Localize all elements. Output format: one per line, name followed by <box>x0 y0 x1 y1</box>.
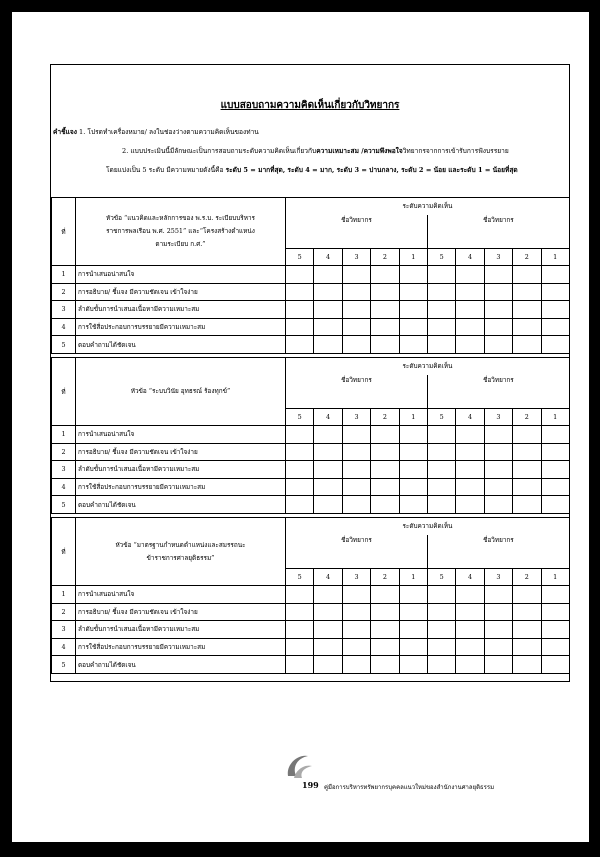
rating-cell[interactable] <box>399 426 427 444</box>
item-text: การอธิบาย/ ชี้แจง มีความชัดเจน เข้าใจง่าย <box>76 443 286 461</box>
rating-cell[interactable] <box>541 638 569 656</box>
rating-cell[interactable] <box>427 461 455 479</box>
scale-header: 1 <box>399 569 427 586</box>
rating-cell[interactable] <box>541 301 569 319</box>
instruction-line-3a: โดยแบ่งเป็น 5 ระดับ มีความหมายดังนี้คือ <box>106 166 226 174</box>
table-row <box>52 336 570 354</box>
rating-cell[interactable] <box>314 336 342 354</box>
watermark: [1276x1789] https://upic.me/ <box>399 828 585 841</box>
rating-cell[interactable] <box>371 283 399 301</box>
table-row <box>52 603 570 621</box>
rating-cell[interactable] <box>427 336 455 354</box>
rating-cell[interactable] <box>513 266 541 284</box>
rating-cell[interactable] <box>399 496 427 514</box>
rating-cell[interactable] <box>484 443 512 461</box>
instructions <box>53 123 567 180</box>
item-text: ลำดับขั้นการนำเสนอเนื้อหามีความเหมาะสม <box>76 621 286 639</box>
scale-header: 3 <box>342 249 370 266</box>
table-row <box>52 586 570 604</box>
rating-cell[interactable] <box>286 478 314 496</box>
rating-cell[interactable] <box>541 478 569 496</box>
rating-cell[interactable] <box>513 318 541 336</box>
table-row <box>52 318 570 336</box>
speaker-name-header: ชื่อวิทยากร <box>286 535 428 569</box>
page-number: 199 <box>302 780 319 790</box>
rating-cell[interactable] <box>342 638 370 656</box>
table-row <box>52 283 570 301</box>
rating-cell[interactable] <box>427 266 455 284</box>
rating-cell[interactable] <box>513 586 541 604</box>
rating-cell[interactable] <box>513 638 541 656</box>
rating-cell[interactable] <box>456 426 484 444</box>
rating-cell[interactable] <box>342 461 370 479</box>
speaker-name-header: ชื่อวิทยากร <box>286 375 428 409</box>
instruction-line-1: 1. โปรดทำเครื่องหมาย/ ลงในช่องว่างตามความคิดเห็นของท่าน <box>79 128 259 136</box>
item-text: การนำเสนอน่าสนใจ <box>76 426 286 444</box>
rating-cell[interactable] <box>314 586 342 604</box>
opinion-level-header: ระดับความคิดเห็น <box>286 358 570 375</box>
col-header-no: ที่ <box>52 518 76 586</box>
rating-cell[interactable] <box>484 603 512 621</box>
item-number: 5 <box>52 336 76 354</box>
item-text: การอธิบาย/ ชี้แจง มีความชัดเจน เข้าใจง่าย <box>76 603 286 621</box>
rating-cell[interactable] <box>541 336 569 354</box>
item-number: 4 <box>52 478 76 496</box>
rating-cell[interactable] <box>427 656 455 674</box>
scale-header: 5 <box>427 569 455 586</box>
rating-cell[interactable] <box>342 426 370 444</box>
rating-cell[interactable] <box>342 478 370 496</box>
scale-header: 3 <box>484 569 512 586</box>
rating-cell[interactable] <box>286 318 314 336</box>
rating-cell[interactable] <box>456 603 484 621</box>
instructions-label: คำชี้แจง <box>53 128 77 136</box>
item-number: 2 <box>52 603 76 621</box>
item-number: 3 <box>52 621 76 639</box>
rating-cell[interactable] <box>314 318 342 336</box>
rating-cell[interactable] <box>371 496 399 514</box>
rating-cell[interactable] <box>399 621 427 639</box>
table-row <box>52 638 570 656</box>
rating-cell[interactable] <box>314 638 342 656</box>
item-text: การนำเสนอน่าสนใจ <box>76 586 286 604</box>
item-text: ตอบคำถามได้ชัดเจน <box>76 336 286 354</box>
rating-cell[interactable] <box>342 443 370 461</box>
scale-header: 2 <box>513 569 541 586</box>
rating-cell[interactable] <box>286 461 314 479</box>
topic-line: ข้าราชการศาลยุติธรรม” <box>146 553 215 562</box>
rating-cell[interactable] <box>456 586 484 604</box>
rating-cell[interactable] <box>371 318 399 336</box>
rating-cell[interactable] <box>456 461 484 479</box>
item-text: ลำดับขั้นการนำเสนอเนื้อหามีความเหมาะสม <box>76 461 286 479</box>
rating-cell[interactable] <box>456 336 484 354</box>
instruction-line-2a: 2. แบบประเมินนี้มีลักษณะเป็นการสอบถามระดับความคิดเห็นเกี่ยวกับ <box>122 147 317 155</box>
rating-cell[interactable] <box>484 283 512 301</box>
rating-cell[interactable] <box>456 638 484 656</box>
rating-cell[interactable] <box>314 656 342 674</box>
item-number: 2 <box>52 443 76 461</box>
scale-header: 4 <box>314 249 342 266</box>
rating-cell[interactable] <box>399 301 427 319</box>
scale-header: 2 <box>513 409 541 426</box>
rating-cell[interactable] <box>314 461 342 479</box>
rating-cell[interactable] <box>399 443 427 461</box>
rating-cell[interactable] <box>456 318 484 336</box>
rating-cell[interactable] <box>513 478 541 496</box>
rating-cell[interactable] <box>342 336 370 354</box>
rating-cell[interactable] <box>513 336 541 354</box>
item-number: 3 <box>52 301 76 319</box>
item-text: การอธิบาย/ ชี้แจง มีความชัดเจน เข้าใจง่าย <box>76 283 286 301</box>
rating-cell[interactable] <box>541 461 569 479</box>
scale-header: 4 <box>314 569 342 586</box>
rating-cell[interactable] <box>513 621 541 639</box>
rating-cell[interactable] <box>342 586 370 604</box>
rating-cell[interactable] <box>484 638 512 656</box>
table-row <box>52 426 570 444</box>
rating-cell[interactable] <box>484 336 512 354</box>
rating-cell[interactable] <box>399 461 427 479</box>
scale-header: 2 <box>371 409 399 426</box>
rating-cell[interactable] <box>513 603 541 621</box>
rating-cell[interactable] <box>513 496 541 514</box>
rating-cell[interactable] <box>342 318 370 336</box>
item-number: 4 <box>52 318 76 336</box>
rating-cell[interactable] <box>286 603 314 621</box>
rating-cell[interactable] <box>286 496 314 514</box>
rating-cell[interactable] <box>399 586 427 604</box>
table-row <box>52 301 570 319</box>
rating-cell[interactable] <box>342 656 370 674</box>
rating-cell[interactable] <box>484 266 512 284</box>
rating-cell[interactable] <box>371 336 399 354</box>
rating-cell[interactable] <box>456 656 484 674</box>
rating-cell[interactable] <box>513 301 541 319</box>
rating-cell[interactable] <box>342 266 370 284</box>
rating-cell[interactable] <box>314 266 342 284</box>
rating-cell[interactable] <box>399 638 427 656</box>
rating-cell[interactable] <box>484 461 512 479</box>
rating-cell[interactable] <box>456 621 484 639</box>
rating-cell[interactable] <box>456 478 484 496</box>
logo-swirl-icon <box>284 750 314 780</box>
rating-table <box>51 517 570 674</box>
rating-cell[interactable] <box>427 586 455 604</box>
instruction-line-2c: วิทยากรจากการเข้ารับการฟังบรรยาย <box>402 147 509 155</box>
rating-cell[interactable] <box>427 426 455 444</box>
section-topic <box>76 518 286 586</box>
rating-cell[interactable] <box>427 283 455 301</box>
item-text: การใช้สื่อประกอบการบรรยายมีความเหมาะสม <box>76 478 286 496</box>
item-text: การนำเสนอน่าสนใจ <box>76 266 286 284</box>
instruction-line-3b: ระดับ 5 = มากที่สุด, ระดับ 4 = มาก, ระดับ 3 = ปานกลาง, ระดับ 2 = น้อย และระดับ 1 = น้อยที่สุด <box>225 166 518 174</box>
rating-cell[interactable] <box>427 443 455 461</box>
rating-cell[interactable] <box>314 621 342 639</box>
rating-cell[interactable] <box>484 496 512 514</box>
table-row <box>52 656 570 674</box>
rating-cell[interactable] <box>371 461 399 479</box>
rating-cell[interactable] <box>541 318 569 336</box>
rating-cell[interactable] <box>314 603 342 621</box>
item-text: ลำดับขั้นการนำเสนอเนื้อหามีความเหมาะสม <box>76 301 286 319</box>
item-text: การใช้สื่อประกอบการบรรยายมีความเหมาะสม <box>76 318 286 336</box>
table-row <box>52 266 570 284</box>
document-page <box>12 12 589 842</box>
rating-cell[interactable] <box>371 586 399 604</box>
rating-cell[interactable] <box>484 586 512 604</box>
rating-cell[interactable] <box>371 478 399 496</box>
rating-cell[interactable] <box>541 621 569 639</box>
topic-line: หัวข้อ “มาตรฐานกำหนดตำแหน่งและสมรรถนะ <box>115 540 246 549</box>
rating-cell[interactable] <box>456 283 484 301</box>
scale-header: 1 <box>541 569 569 586</box>
rating-cell[interactable] <box>513 656 541 674</box>
scale-header: 1 <box>541 409 569 426</box>
rating-cell[interactable] <box>484 301 512 319</box>
scale-header: 4 <box>456 409 484 426</box>
item-text: ตอบคำถามได้ชัดเจน <box>76 656 286 674</box>
rating-cell[interactable] <box>399 266 427 284</box>
rating-cell[interactable] <box>541 283 569 301</box>
scale-header: 3 <box>484 409 512 426</box>
rating-cell[interactable] <box>427 478 455 496</box>
col-header-no: ที่ <box>52 198 76 266</box>
scale-header: 1 <box>399 249 427 266</box>
opinion-level-header: ระดับความคิดเห็น <box>286 518 570 535</box>
rating-cell[interactable] <box>286 426 314 444</box>
rating-cell[interactable] <box>513 461 541 479</box>
speaker-name-header: ชื่อวิทยากร <box>286 215 428 249</box>
opinion-level-header: ระดับความคิดเห็น <box>286 198 570 215</box>
rating-cell[interactable] <box>342 621 370 639</box>
rating-cell[interactable] <box>399 603 427 621</box>
rating-cell[interactable] <box>456 266 484 284</box>
topic-line: หัวข้อ “แนวคิดและหลักการของ พ.ร.บ. ระเบียบบริหาร <box>106 214 255 222</box>
rating-cell[interactable] <box>456 443 484 461</box>
survey-form <box>50 64 570 682</box>
rating-cell[interactable] <box>371 638 399 656</box>
rating-cell[interactable] <box>314 301 342 319</box>
rating-cell[interactable] <box>342 603 370 621</box>
rating-cell[interactable] <box>513 443 541 461</box>
rating-cell[interactable] <box>371 621 399 639</box>
scale-header: 5 <box>286 249 314 266</box>
rating-cell[interactable] <box>513 426 541 444</box>
scale-header: 1 <box>541 249 569 266</box>
item-number: 2 <box>52 283 76 301</box>
table-row <box>52 621 570 639</box>
rating-cell[interactable] <box>371 301 399 319</box>
rating-cell[interactable] <box>371 266 399 284</box>
form-title: แบบสอบถามความคิดเห็นเกี่ยวกับวิทยากร <box>220 100 400 111</box>
topic-line: หัวข้อ “ระบบวินัย อุทธรณ์ ร้องทุกข์” <box>130 387 231 395</box>
rating-cell[interactable] <box>541 426 569 444</box>
scale-header: 5 <box>427 249 455 266</box>
rating-cell[interactable] <box>371 656 399 674</box>
rating-cell[interactable] <box>371 443 399 461</box>
item-number: 1 <box>52 426 76 444</box>
item-text: การใช้สื่อประกอบการบรรยายมีความเหมาะสม <box>76 638 286 656</box>
rating-cell[interactable] <box>456 301 484 319</box>
rating-cell[interactable] <box>286 621 314 639</box>
rating-cell[interactable] <box>427 638 455 656</box>
section-topic <box>76 358 286 426</box>
scale-header: 5 <box>286 409 314 426</box>
rating-cell[interactable] <box>541 603 569 621</box>
scale-header: 2 <box>513 249 541 266</box>
rating-cell[interactable] <box>427 496 455 514</box>
scale-header: 3 <box>342 569 370 586</box>
table-row <box>52 478 570 496</box>
scale-header: 4 <box>456 249 484 266</box>
rating-cell[interactable] <box>286 638 314 656</box>
scale-header: 4 <box>456 569 484 586</box>
rating-cell[interactable] <box>286 301 314 319</box>
item-number: 5 <box>52 496 76 514</box>
rating-cell[interactable] <box>541 656 569 674</box>
rating-cell[interactable] <box>541 443 569 461</box>
rating-cell[interactable] <box>286 336 314 354</box>
footer-text: คู่มือการบริหารทรัพยากรบุคคลแนวใหม่ของสำนักงานศาลยุติธรรม <box>324 784 495 791</box>
rating-cell[interactable] <box>399 283 427 301</box>
rating-cell[interactable] <box>399 336 427 354</box>
scale-header: 2 <box>371 569 399 586</box>
rating-cell[interactable] <box>427 603 455 621</box>
instruction-line-2b: ความเหมาะสม /ความพึงพอใจ <box>316 147 403 155</box>
rating-table <box>51 357 570 514</box>
rating-cell[interactable] <box>427 621 455 639</box>
rating-cell[interactable] <box>371 603 399 621</box>
rating-cell[interactable] <box>399 656 427 674</box>
rating-cell[interactable] <box>484 478 512 496</box>
rating-cell[interactable] <box>541 266 569 284</box>
rating-cell[interactable] <box>314 478 342 496</box>
speaker-name-header: ชื่อวิทยากร <box>427 535 569 569</box>
rating-cell[interactable] <box>342 496 370 514</box>
section-topic <box>76 198 286 266</box>
rating-cell[interactable] <box>427 301 455 319</box>
rating-cell[interactable] <box>314 426 342 444</box>
scale-header: 5 <box>427 409 455 426</box>
rating-cell[interactable] <box>286 283 314 301</box>
item-number: 4 <box>52 638 76 656</box>
rating-cell[interactable] <box>342 301 370 319</box>
col-header-no: ที่ <box>52 358 76 426</box>
item-number: 1 <box>52 586 76 604</box>
rating-cell[interactable] <box>314 496 342 514</box>
rating-cell[interactable] <box>513 283 541 301</box>
rating-cell[interactable] <box>286 443 314 461</box>
rating-cell[interactable] <box>484 621 512 639</box>
rating-cell[interactable] <box>541 586 569 604</box>
rating-cell[interactable] <box>399 478 427 496</box>
item-number: 1 <box>52 266 76 284</box>
rating-cell[interactable] <box>342 283 370 301</box>
rating-cell[interactable] <box>286 656 314 674</box>
rating-cell[interactable] <box>456 496 484 514</box>
rating-cell[interactable] <box>286 586 314 604</box>
rating-cell[interactable] <box>541 496 569 514</box>
rating-cell[interactable] <box>314 443 342 461</box>
scale-header: 3 <box>342 409 370 426</box>
rating-cell[interactable] <box>484 426 512 444</box>
rating-cell[interactable] <box>399 318 427 336</box>
item-number: 5 <box>52 656 76 674</box>
rating-cell[interactable] <box>286 266 314 284</box>
rating-cell[interactable] <box>371 426 399 444</box>
rating-cell[interactable] <box>484 656 512 674</box>
scale-header: 2 <box>371 249 399 266</box>
scale-header: 4 <box>314 409 342 426</box>
rating-cell[interactable] <box>484 318 512 336</box>
scale-header: 1 <box>399 409 427 426</box>
table-row <box>52 496 570 514</box>
scale-header: 5 <box>286 569 314 586</box>
topic-line: ราชการพลเรือน พ.ศ. 2551” และ“โครงสร้างตำแหน่ง <box>106 227 255 235</box>
topic-line: ตามระเบียบ ก.ศ.” <box>155 240 206 248</box>
speaker-name-header: ชื่อวิทยากร <box>427 375 569 409</box>
table-row <box>52 443 570 461</box>
rating-cell[interactable] <box>314 283 342 301</box>
speaker-name-header: ชื่อวิทยากร <box>427 215 569 249</box>
item-number: 3 <box>52 461 76 479</box>
item-text: ตอบคำถามได้ชัดเจน <box>76 496 286 514</box>
scale-header: 3 <box>484 249 512 266</box>
table-row <box>52 461 570 479</box>
rating-table <box>51 197 570 354</box>
rating-cell[interactable] <box>427 318 455 336</box>
